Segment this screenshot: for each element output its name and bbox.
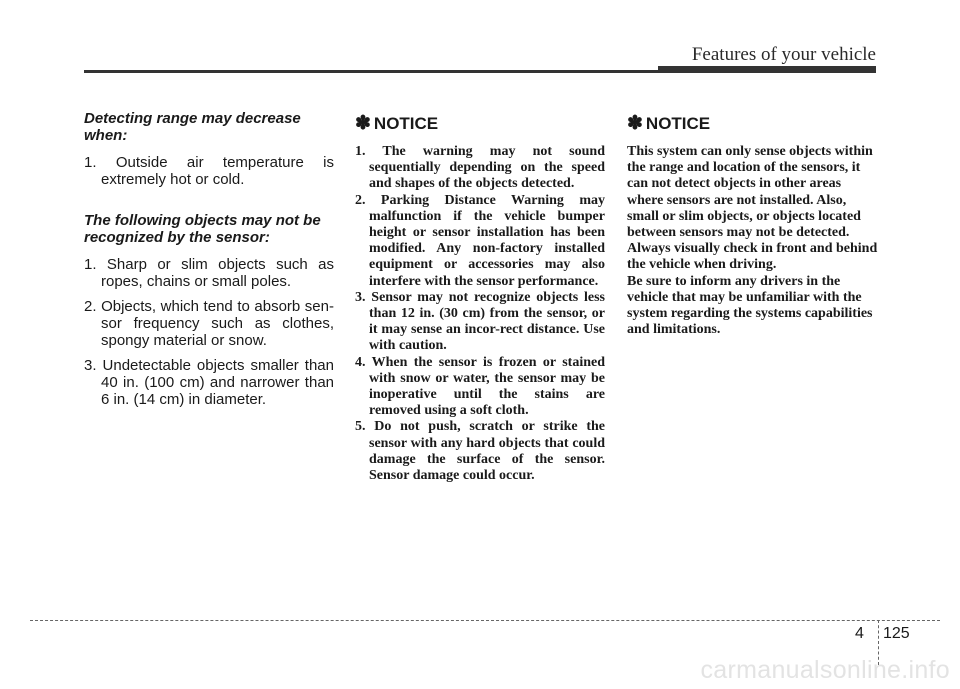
column-middle xyxy=(355,110,605,484)
chapter-number: 4 xyxy=(855,625,864,642)
watermark: carmanualsonline.info xyxy=(700,656,950,684)
section-heading-detecting-range: Detecting range may decrease when: xyxy=(84,110,301,144)
notice-paragraph: Be sure to inform any drivers in the vehicle that may be unfamiliar with the system regarding the systems capabilities and limitations. xyxy=(627,273,873,338)
page-header-title: Features of your vehicle xyxy=(691,44,876,65)
list-item: 3. Undetectable objects smaller than 40 in. (100 cm) and narrower than 6 in. (14 cm) in diameter. xyxy=(84,357,334,408)
list-item: 5. Do not push, scratch or strike the sensor with any hard objects that could damage the surface of the sensor. Sensor damage could occur. xyxy=(355,419,605,484)
notice-paragraph: Always visually check in front and behind the vehicle when driving. xyxy=(627,241,878,273)
header-rule-accent xyxy=(658,66,876,72)
column-left xyxy=(84,110,334,432)
footer-rule xyxy=(30,620,940,621)
list-item: 4. When the sensor is frozen or stained with snow or water, the sensor may be inoperative until the stains are removed using a soft cloth. xyxy=(355,354,605,419)
list-item: 1. The warning may not sound sequentially depending on the speed and shapes of the objects detected. xyxy=(355,144,605,192)
notice-paragraph: This system can only sense objects within the range and location of the sensors, it can not detect objects in other areas where sensors are not installed. Also, small or slim objects, or objects located between sensors may not be detected. xyxy=(627,144,873,241)
notice-heading xyxy=(627,112,879,135)
section-heading-unrecognized-objects: The following objects may not be recognized by the sensor: xyxy=(84,212,321,246)
list-item: 3. Sensor may not recognize objects less than 12 in. (30 cm) from the sensor, or it may sense an incor-rect distance. Use with caution. xyxy=(355,289,605,354)
list-item: 2. Objects, which tend to absorb sen-sor frequency such as clothes, spongy material or snow. xyxy=(84,298,334,349)
notice-heading-label: NOTICE xyxy=(373,113,439,133)
notice-heading xyxy=(355,112,605,135)
page-number: 125 xyxy=(883,625,910,642)
notice-star-icon: ✽ xyxy=(627,113,643,134)
notice-list xyxy=(355,144,605,484)
notice-heading-label: NOTICE xyxy=(645,113,711,133)
detecting-range-list xyxy=(84,154,334,188)
column-right xyxy=(627,110,879,338)
list-item: 1. Sharp or slim objects such as ropes, chains or small poles. xyxy=(84,256,334,290)
unrecognized-objects-list xyxy=(84,256,334,408)
notice-star-icon: ✽ xyxy=(355,113,371,134)
list-item: 1. Outside air temperature is extremely hot or cold. xyxy=(84,154,334,188)
list-item: 2. Parking Distance Warning may malfunction if the vehicle bumper height or sensor installation has been modified. Any non-factory installed equipment or accessories may also interfere with the sensor performance. xyxy=(355,192,605,289)
